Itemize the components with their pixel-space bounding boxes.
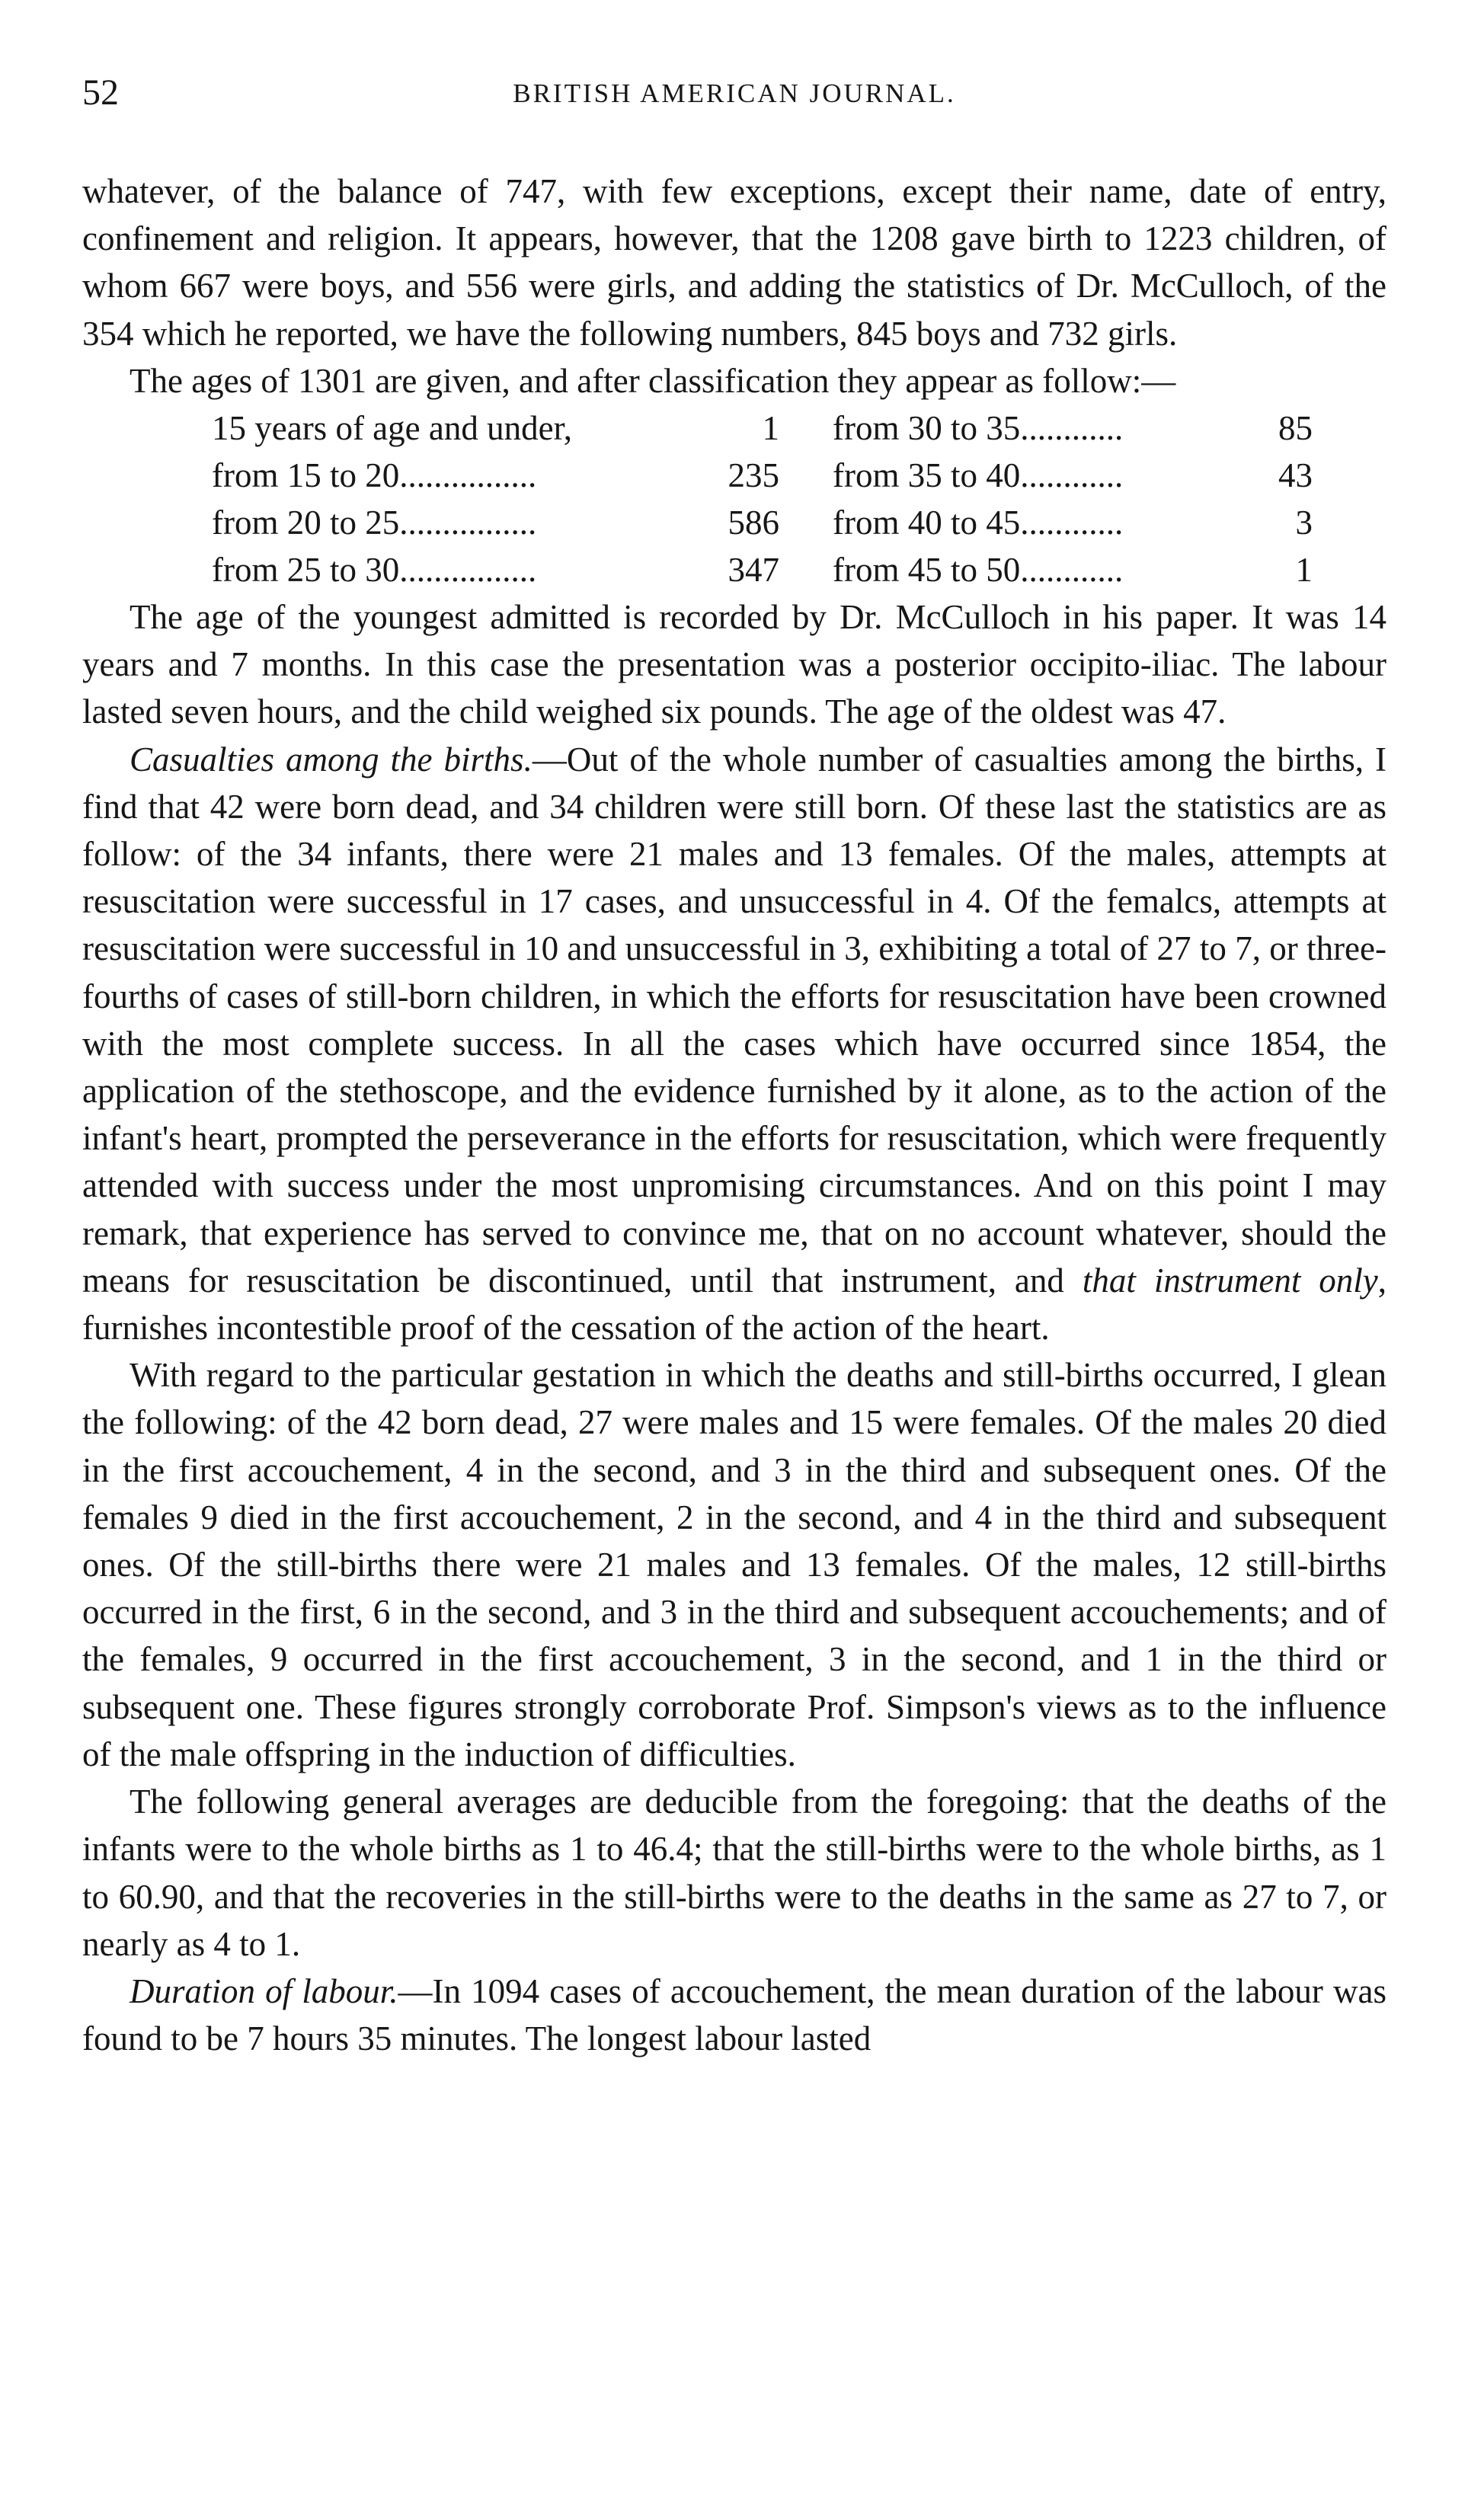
age-range-count: 1	[1295, 551, 1313, 590]
age-table-row	[212, 452, 1316, 499]
age-range-label: from 30 to 35............	[833, 409, 1124, 448]
averages-paragraph: The following general averages are deducible from the foregoing: that the deaths of the infants were to the whole births as 1 to 46.4; that the still-births were to the whole births, as 1 to 60.90, and that the recoveries in the still-births were to the deaths in the same as 27 to 7, or nearly as 4 to 1.	[82, 1783, 1386, 1963]
age-range-count: 235	[728, 456, 779, 495]
age-range-label: from 20 to 25................	[212, 504, 537, 542]
casualties-heading: Casualties among the births.	[130, 740, 533, 779]
page-header	[82, 70, 1386, 123]
age-range-count: 586	[728, 504, 779, 542]
running-title: BRITISH AMERICAN JOURNAL.	[513, 78, 956, 108]
age-range-label: from 45 to 50............	[833, 551, 1124, 590]
age-classification-table	[82, 404, 1386, 593]
casualties-text: —Out of the whole number of casualties among the births, I find that 42 were born dead, and 34 children were still born. Of these last the statistics are as follow: of the 34 infants, there were 21 males and 13 females. Of the males, attempts at resuscitation were successful in 17 cases, and unsuccessful in 4. Of the femalcs, attempts at resuscitation were successful in 10 and unsuccessful in 3, exhibiting a total of 27 to 7, or three-fourths of cases of still-born children, in which the efforts for resuscitation have been crowned with the most complete success. In all the cases which have occurred since 1854, the application of the stethoscope, and the evidence furnished by it alone, as to the action of the infant's heart, prompted the perseverance in the efforts for resuscitation, which were frequently attended with success under the most unpromising circumstances. And on this point I may remark, that experience has served to convince me, that on no account whatever, should the means for resuscitation be discontinued, until that instrument, and	[82, 740, 1386, 1300]
casualties-paragraph	[82, 736, 1386, 1352]
gestation-paragraph: With regard to the particular gestation in which the deaths and still-births occurred, I glean the following: of the 42 born dead, 27 were males and 15 were females. Of the males 20 died in the first accouchement, 4 in the second, and 3 in the third and subsequent ones. Of the females 9 died in the first accouchement, 2 in the second, and 4 in the third and subsequent ones. Of the still-births there were 21 males and 13 females. Of the males, 12 still-births occurred in the first, 6 in the second, and 3 in the third and subsequent accouchements; and of the females, 9 occurred in the first accouchement, 3 in the second, and 1 in the third or subsequent one. These figures strongly corroborate Prof. Simpson's views as to the influence of the male offspring in the induction of difficulties.	[82, 1356, 1386, 1773]
duration-text: —In 1094 cases of accouchement, the mean duration of the labour was found to be 7 hours 35 minutes. The longest labour lasted	[82, 1971, 1386, 2058]
duration-heading: Duration of labour.	[130, 1971, 398, 2010]
age-range-count: 1	[762, 409, 779, 448]
age-table-row	[212, 499, 1316, 546]
age-range-label: from 40 to 45............	[833, 504, 1124, 542]
age-table-row	[212, 546, 1316, 593]
ages-introduction: The ages of 1301 are given, and after classification they appear as follow:—	[130, 361, 1176, 400]
age-range-count: 347	[728, 551, 779, 590]
age-range-label: from 15 to 20................	[212, 456, 537, 495]
page-number: 52	[82, 72, 119, 113]
duration-paragraph	[82, 1968, 1386, 2062]
journal-page	[82, 70, 1386, 2447]
age-range-label: 15 years of age and under,	[212, 409, 573, 448]
age-range-label: from 25 to 30................	[212, 551, 537, 590]
age-range-count: 85	[1278, 409, 1313, 448]
age-range-count: 43	[1278, 456, 1313, 495]
age-range-count: 3	[1295, 504, 1313, 542]
age-table-row	[212, 404, 1316, 452]
continued-paragraph: whatever, of the balance of 747, with few exceptions, except their name, date of entry, confinement and religion. It appears, however, that the 1208 gave birth to 1223 children, of whom 667 were boys, and 556 were girls, and adding the statistics of Dr. McCulloch, of the 354 which he reported, we have the following numbers, 845 boys and 732 girls.	[82, 172, 1386, 353]
youngest-patient-paragraph: The age of the youngest admitted is recorded by Dr. McCulloch in his paper. It was 14 years and 7 months. In this case the presentation was a posterior occipito-iliac. The labour lasted seven hours, and the child weighed six pounds. The age of the oldest was 47.	[82, 598, 1386, 731]
age-range-label: from 35 to 40............	[833, 456, 1124, 495]
instrument-emphasis: that instrument only	[1082, 1261, 1378, 1300]
casualties-text-ending: , furnishes incontestible proof of the cessation of the action of the heart.	[82, 1261, 1387, 1348]
